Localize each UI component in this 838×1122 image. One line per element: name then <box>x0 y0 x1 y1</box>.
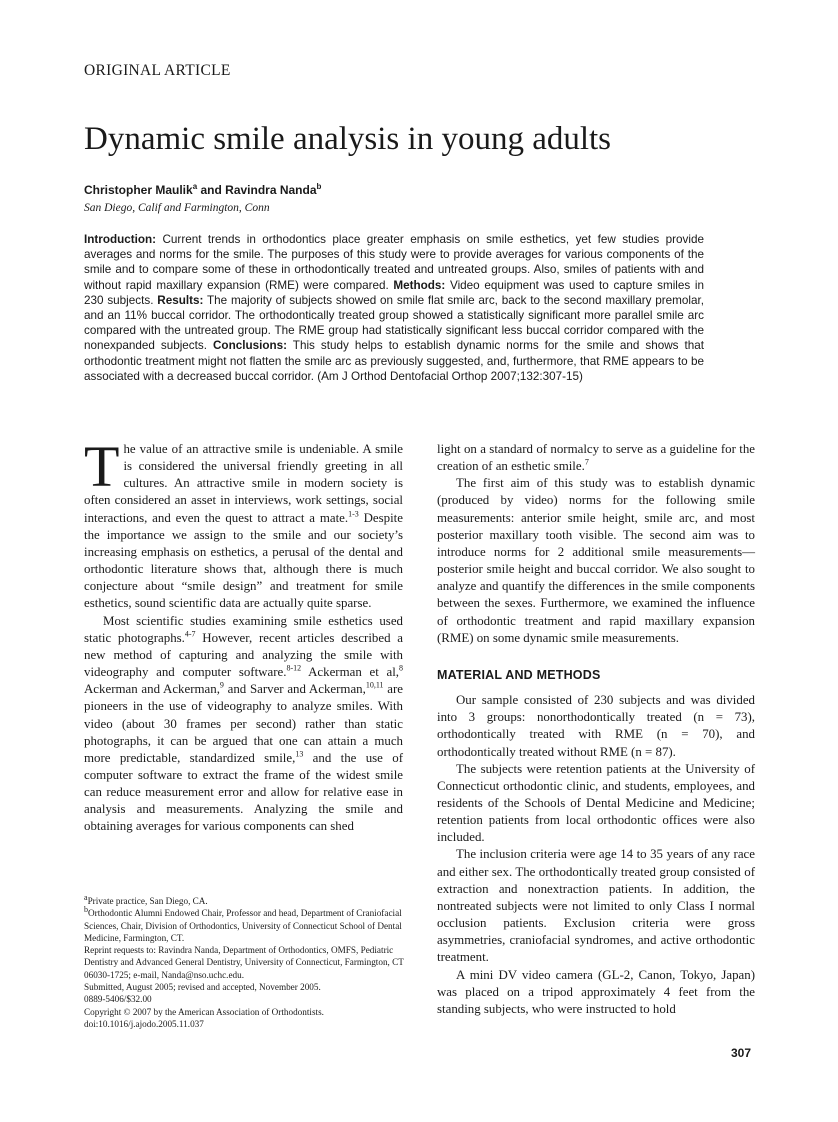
doi-link[interactable]: doi:10.1016/j.ajodo.2005.11.037 <box>84 1018 204 1029</box>
abstract-text: Video equipment was used to capture smiles in 230 subjects. <box>84 278 704 307</box>
author-name: Ravindra Nanda <box>225 183 317 197</box>
abstract-text: The majority of subjects showed on smile flat smile arc, back to the second maxillary premolar, and an 11% buccal corridor. The orthodontically treated group showed a statistically significant more parallel smile arc compared with the untreated group. The RME group had statistically significant less buccal corridor compared with the nonexpanded subjects. <box>84 293 705 353</box>
abstract <box>84 232 704 384</box>
body-paragraph <box>84 613 403 836</box>
author-conjunction: and <box>197 183 226 197</box>
body-text: he value of an attractive smile is undeniable. A smile is considered the universal friendly greeting in all cultures. An attractive smile in modern society is often considered an asset in interviews, work settings, social interactions, and even the quest to attract a mate. <box>84 442 403 525</box>
copyright: Copyright © 2007 by the American Association of Orthodontists. <box>84 1006 324 1017</box>
body-paragraph <box>437 441 755 475</box>
footnotes <box>84 892 404 1030</box>
section-heading: MATERIAL AND METHODS <box>437 667 601 682</box>
reference-citation[interactable]: 9 <box>219 680 224 690</box>
reference-citation[interactable]: 8 <box>399 663 404 673</box>
body-text: light on a standard of normalcy to serve as a guideline for the creation of an esthetic smile. <box>437 442 755 474</box>
body-paragraph: The subjects were retention patients at the University of Connecticut orthodontic clinic, and students, employees, and residents of the Schools of Dental Medicine and Medicine; retention patients from local orthodontic offices were also included. <box>437 761 755 845</box>
abstract-label-methods: Methods: <box>393 278 446 292</box>
body-paragraph: Our sample consisted of 230 subjects and was divided into 3 groups: nonorthodontically treated (n = 73), orthodontically treated with RME (n = 70), and orthodontically treated without RME (n = 87). <box>437 693 755 759</box>
body-paragraph <box>84 434 403 613</box>
author-name: Christopher Maulik <box>84 183 193 197</box>
reference-citation[interactable]: 7 <box>584 457 589 467</box>
body-column-left <box>84 434 404 836</box>
abstract-label-introduction: Introduction: <box>84 233 157 246</box>
body-text: Most scientific studies examining smile esthetics used static photographs. <box>84 613 403 645</box>
reprint-requests: Reprint requests to: Ravindra Nanda, Department of Orthodontics, OMFS, Pediatric Dentistry and Advanced General Dentistry, University of Connecticut, Farmington, CT 06030-1725; e-mail, Nanda@nso.uchc.edu. <box>84 945 404 980</box>
author-affiliation: San Diego, Calif and Farmington, Conn <box>84 202 270 214</box>
body-text: and the use of computer software to extract the frame of the widest smile can reduce measurement error and allow for relative ease in analysis and measurements. Analyzing the smile and obtaining averages for various components can shed <box>84 750 403 834</box>
issn-price: 0889-5406/$32.00 <box>84 994 152 1005</box>
section-label: ORIGINAL ARTICLE <box>84 62 231 79</box>
footnote <box>84 892 404 907</box>
abstract-text: Current trends in orthodontics place greater emphasis on smile esthetics, yet few studies provide averages and norms for the smile. The purposes of this study were to provide averages for various components of the smile and to compare some of these in orthodontically treated and untreated groups. Also, smiles of patients with and without rapid maxillary expansion (RME) were compared. <box>84 233 704 292</box>
body-text: are pioneers in the use of videography to analyze smiles. With video (about 30 frames per second) rather than static photographs, it can be argued that one can attain a much more predictable, standardized smile, <box>84 682 403 765</box>
body-paragraph: A mini DV video camera (GL-2, Canon, Tokyo, Japan) was placed on a tripod approximately 4 feet from the standing subjects, who were instructed to hold <box>437 967 755 1016</box>
article-title: Dynamic smile analysis in young adults <box>84 121 612 157</box>
reference-citation[interactable]: 13 <box>295 749 304 759</box>
submission-dates: Submitted, August 2005; revised and accepted, November 2005. <box>84 982 321 993</box>
affiliation-marker: a <box>192 182 198 191</box>
author-line <box>84 183 321 197</box>
body-text: Ackerman et al, <box>301 665 400 680</box>
abstract-label-conclusions: Conclusions: <box>212 339 288 353</box>
body-text: However, recent articles described a new method of capturing and analyzing the smile with videography and computer software. <box>84 630 403 680</box>
body-paragraph: The first aim of this study was to establish dynamic (produced by video) norms for the following smile measurements: anterior smile height, smile arc, and most posterior maxillary tooth visible. The second aim was to introduce norms for 2 additional smile measurements—posterior smile height and buccal corridor. We also sought to analyze and quantify the differences in the smile components between the sexes. Furthermore, we examined the influence of orthodontic treatment and rapid maxillary expansion (RME) on some dynamic smile measurements. <box>437 476 755 645</box>
drop-cap: T <box>84 434 120 499</box>
footnote-text: Orthodontic Alumni Endowed Chair, Professor and head, Department of Craniofacial Sciences, Chair, Division of Orthodontics, University of Connecticut School of Dental Medicine, Farmington, CT. <box>84 908 402 943</box>
footnote-marker: b <box>84 905 88 915</box>
page-number: 307 <box>731 1046 752 1060</box>
footnote-text: Private practice, San Diego, CA. <box>87 896 208 906</box>
body-text: and Sarver and Ackerman, <box>223 682 366 697</box>
reference-citation[interactable]: 10,11 <box>365 680 384 690</box>
footnote <box>84 907 404 944</box>
body-column-right <box>437 441 755 1018</box>
body-text: Ackerman and Ackerman, <box>84 682 220 697</box>
body-text: Despite the importance we assign to the smile and our society’s increasing emphasis on esthetics, a perusal of the dental and orthodontic literature shows that, although there is much conjecture about “smile design” and treatment for smile esthetics, sound scientific data are actually quite sparse. <box>84 510 403 611</box>
body-paragraph: The inclusion criteria were age 14 to 35 years of any race and either sex. The orthodontically treated group consisted of extraction and nonextraction patients. In addition, the nontreated subjects were not limited to only Class I normal occlusion patients. Exclusion criteria were gross asymmetries, craniofacial syndromes, and active orthodontic treatment. <box>437 847 755 965</box>
reference-citation[interactable]: 1-3 <box>348 509 359 519</box>
footnote-marker: a <box>84 892 88 902</box>
abstract-text: This study helps to establish dynamic norms for the smile and shows that orthodontic treatment might not flatten the smile arc as previously suggested, and, furthermore, that RME appears to be associated with a decreased buccal corridor. (Am J Orthod Dentofacial Orthop 2007;132:307-15) <box>84 339 704 383</box>
reference-citation[interactable]: 8-12 <box>286 663 302 673</box>
reference-citation[interactable]: 4-7 <box>184 629 196 639</box>
abstract-label-results: Results: <box>157 293 204 307</box>
affiliation-marker: b <box>316 182 322 191</box>
